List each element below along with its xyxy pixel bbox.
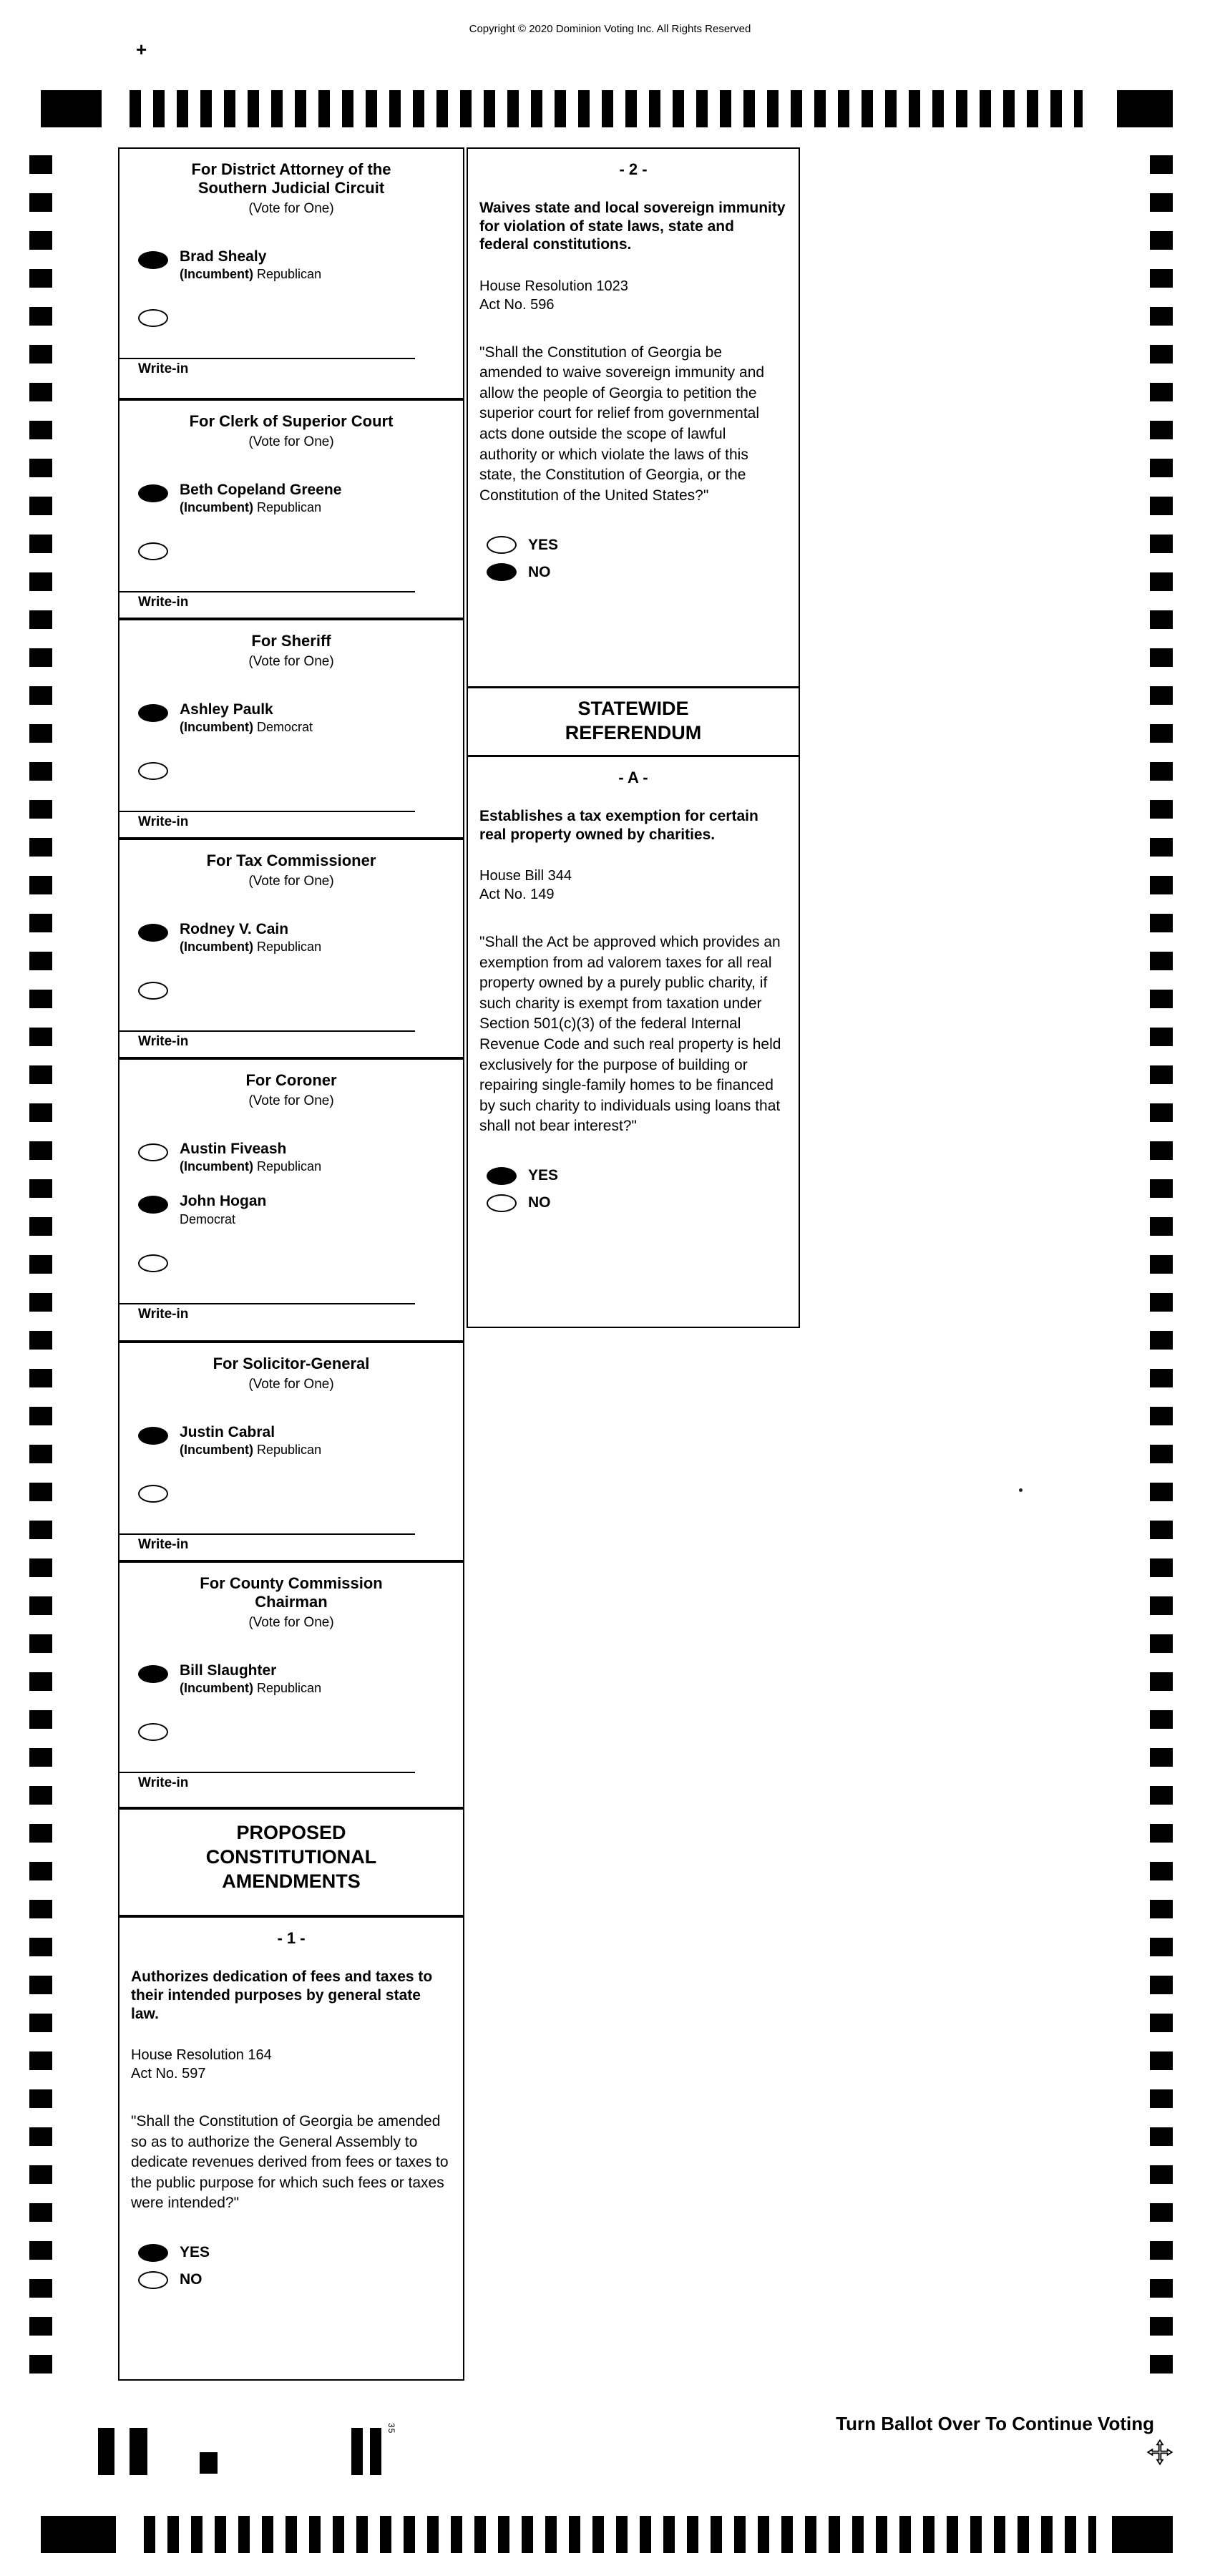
ballot-code-mark [130,2428,147,2475]
measure-amendment-1 [119,1918,463,2379]
yes-oval[interactable] [487,1167,517,1185]
ballot-code-mark [200,2452,218,2474]
write-in-line[interactable] [119,1772,415,1773]
candidate-detail: (Incumbent) Republican [180,1159,322,1174]
write-in-oval[interactable] [138,982,168,1000]
candidate-name: Justin Cabral [180,1424,275,1441]
scan-speck [1019,1488,1023,1492]
candidate-oval[interactable] [138,1665,168,1683]
write-in-oval-row [138,1485,456,1506]
candidate-oval[interactable] [138,924,168,942]
contest-district-attorney [119,149,463,401]
write-in-line[interactable] [119,358,415,359]
yes-option-row [487,1167,791,1185]
candidate-text [180,248,321,282]
write-in-oval-row [138,982,456,1003]
section-header-line: REFERENDUM [565,721,702,743]
write-in-oval-row [138,762,456,784]
write-in-label: Write-in [138,595,189,610]
candidate-oval[interactable] [138,251,168,269]
measure-question: "Shall the Act be approved which provides an exemption from ad valorem taxes for all real property owned by a purely public charity, if such charity is exempt from taxation under Section 501(c)(3) of the federal Internal Revenue Code and such real property is held exclusively for the purpose of building or repairing single-family homes to be financed by such charity to individuals using loans that shall not bear interest?" [479,934,781,1135]
candidate-row [138,1662,456,1696]
write-in-oval[interactable] [138,1254,168,1272]
contest-title-line: For Solicitor-General [213,1355,370,1373]
write-in-oval[interactable] [138,1723,168,1741]
ballot-left-column [118,147,464,2381]
write-in-oval-row [138,1723,456,1745]
write-in-label: Write-in [138,1775,189,1791]
measure-summary: Authorizes dedication of fees and taxes to their intended purposes by general state law. [131,1968,433,2022]
turn-ballot-over-text: Turn Ballot Over To Continue Voting [836,2413,1154,2434]
section-header-line: STATEWIDE [577,698,689,719]
vote-for-instruction: (Vote for One) [248,1615,334,1631]
measure-reference [479,867,787,904]
no-oval[interactable] [138,2271,168,2289]
measure-ref-line1: House Resolution 164 [131,2047,272,2064]
no-option-row [487,1194,791,1212]
yes-option-row [487,536,791,554]
measure-ref-line2: Act No. 596 [479,296,555,313]
no-label: NO [528,563,551,580]
yes-label: YES [528,1167,559,1184]
ballot-right-column [467,147,800,1328]
vote-for-instruction: (Vote for One) [248,1377,334,1392]
no-label: NO [528,1194,551,1211]
registration-plus-mark: + [136,39,147,60]
crosshair-registration-icon [1146,2439,1173,2469]
candidate-row [138,248,456,282]
contest-title-line: For Clerk of Superior Court [189,412,394,430]
contest-title-line: Southern Judicial Circuit [197,178,385,197]
contest-title [119,401,463,431]
measure-ref-line1: House Bill 344 [479,868,572,884]
candidate-detail: Democrat [180,1211,236,1226]
measure-summary: Waives state and local sovereign immunity for violation of state laws, state and federal constitutions. [479,200,786,253]
contest-clerk-superior-court [119,401,463,620]
measure-amendment-2 [468,149,799,688]
vote-for-instruction: (Vote for One) [248,434,334,449]
measure-reference [479,277,787,314]
measure-options [468,536,799,581]
candidate-row [138,482,456,515]
candidate-text [180,1141,321,1174]
write-in-label: Write-in [138,361,189,377]
no-oval[interactable] [487,563,517,581]
vote-for-instruction: (Vote for One) [248,874,334,889]
candidate-oval[interactable] [138,1427,168,1445]
ballot-side-code: 35 [386,2423,396,2434]
candidate-name: Brad Shealy [180,248,267,265]
measure-number: - 1 - [277,1929,306,1948]
no-oval[interactable] [487,1194,517,1212]
write-in-line[interactable] [119,1030,415,1032]
measure-referendum-a [468,757,799,1327]
measure-summary: Establishes a tax exemption for certain real property owned by charities. [479,808,758,843]
measure-question: "Shall the Constitution of Georgia be amended to waive sovereign immunity and allow the people of Georgia to petition the superior court for relief from governmental acts done outside the scope of lawful authority or which violate the laws of this state, the Constitution of Georgia, or the Constitution of the United States?" [479,343,765,504]
ballot-code-mark [351,2428,363,2475]
candidate-detail: (Incumbent) Republican [180,1443,322,1458]
candidate-oval[interactable] [138,1143,168,1161]
candidate-name: Beth Copeland Greene [180,481,342,498]
timing-marks-left-edge [29,155,52,2373]
timing-marks-right-edge [1150,155,1173,2373]
section-header-line: PROPOSED [236,1822,346,1844]
timing-block-top-right [1117,90,1173,127]
candidate-name: Bill Slaughter [180,1662,277,1679]
candidate-detail: (Incumbent) Republican [180,940,322,955]
measure-ref-line1: House Resolution 1023 [479,278,628,294]
contest-title-line: Chairman [255,1593,328,1611]
contest-coroner [119,1060,463,1343]
contest-title-line: For District Attorney of the [191,160,391,178]
referendum-section-header [468,688,799,757]
measure-question: "Shall the Constitution of Georgia be amended so as to authorize the General Assembly to dedicate revenues derived from fees or taxes to the public purpose for which such fees or taxes were intended?" [131,2113,449,2212]
vote-for-instruction: (Vote for One) [248,1093,334,1109]
write-in-oval[interactable] [138,1485,168,1503]
candidate-text [180,1193,266,1226]
vote-for-instruction: (Vote for One) [248,654,334,670]
candidate-detail: (Incumbent) Republican [180,500,322,515]
candidate-row [138,921,456,955]
contest-title [119,840,463,870]
candidate-name: Ashley Paulk [180,701,273,718]
candidate-text [180,701,313,735]
write-in-label: Write-in [138,1537,189,1553]
ballot-code-mark [98,2428,114,2475]
write-in-label: Write-in [138,1306,189,1322]
measure-reference [131,2046,452,2083]
candidate-name: John Hogan [180,1193,267,1210]
section-header-line: CONSTITUTIONAL [205,1846,377,1868]
amendments-section-header [119,1810,463,1918]
candidate-row [138,1193,456,1226]
candidate-row [138,1424,456,1458]
write-in-line[interactable] [119,591,415,592]
yes-oval[interactable] [138,2244,168,2262]
write-in-oval-row [138,542,456,564]
timing-block-bottom-right [1112,2516,1173,2553]
contest-title [119,149,463,197]
write-in-label: Write-in [138,814,189,830]
no-option-row [138,2271,456,2289]
ballot-code-mark [370,2428,381,2475]
candidate-row [138,701,456,735]
copyright-line: Copyright © 2020 Dominion Voting Inc. All Rights Reserved [469,23,751,35]
no-option-row [487,563,791,581]
contest-tax-commissioner [119,840,463,1060]
candidate-text [180,1424,321,1458]
write-in-oval[interactable] [138,542,168,560]
section-header-line: AMENDMENTS [222,1870,361,1892]
measure-ref-line2: Act No. 597 [131,2066,206,2082]
write-in-line[interactable] [119,811,415,812]
candidate-row [138,1141,456,1174]
write-in-oval[interactable] [138,309,168,327]
contest-title [119,620,463,650]
write-in-line[interactable] [119,1533,415,1535]
timing-marks-bottom [144,2516,1096,2553]
timing-marks-top [130,90,1083,127]
candidate-detail: (Incumbent) Republican [180,1681,322,1696]
vote-for-instruction: (Vote for One) [248,200,334,216]
yes-label: YES [528,536,559,553]
candidate-detail: (Incumbent) Democrat [180,720,313,735]
contest-title [119,1060,463,1090]
contest-title-line: For County Commission [200,1574,383,1593]
contest-sheriff [119,620,463,840]
contest-title [119,1563,463,1611]
measure-number: - 2 - [619,160,648,178]
write-in-line[interactable] [119,1303,415,1304]
write-in-oval[interactable] [138,762,168,780]
candidate-detail: (Incumbent) Republican [180,267,322,282]
yes-label: YES [180,2244,210,2261]
measure-number: - A - [618,769,648,786]
candidate-oval[interactable] [138,704,168,722]
candidate-text [180,1662,321,1696]
candidate-oval[interactable] [138,1196,168,1214]
measure-options [468,1167,799,1212]
contest-title-line: For Tax Commissioner [206,852,376,870]
write-in-label: Write-in [138,1034,189,1050]
measure-ref-line2: Act No. 149 [479,887,555,903]
yes-option-row [138,2244,456,2262]
candidate-name: Austin Fiveash [180,1141,287,1158]
candidate-text [180,482,341,515]
contest-title-line: For Coroner [245,1071,337,1090]
contest-county-commission-chairman [119,1563,463,1810]
candidate-text [180,921,321,955]
candidate-oval[interactable] [138,484,168,502]
measure-options [119,2244,463,2289]
write-in-oval-row [138,1254,456,1276]
contest-title [119,1343,463,1373]
contest-title-line: For Sheriff [251,632,331,650]
contest-solicitor-general [119,1343,463,1563]
timing-block-top-left [41,90,102,127]
no-label: NO [180,2271,202,2288]
timing-block-bottom-left [41,2516,116,2553]
write-in-oval-row [138,309,456,331]
yes-oval[interactable] [487,536,517,554]
candidate-name: Rodney V. Cain [180,921,289,938]
